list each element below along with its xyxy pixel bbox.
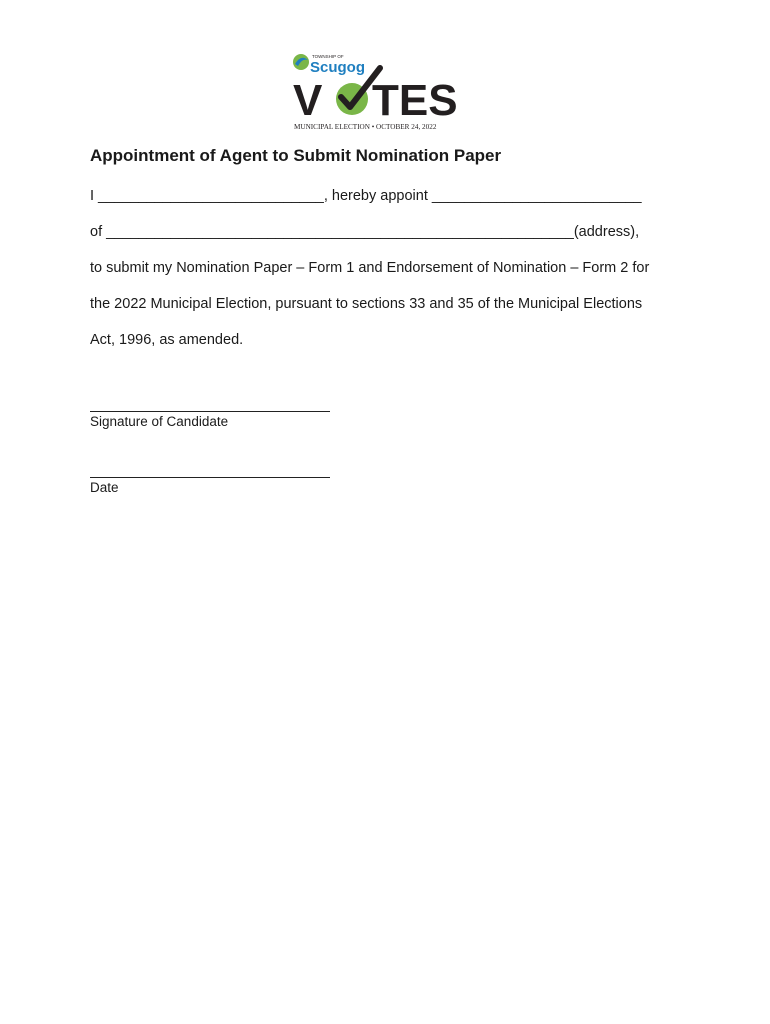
address-line: of __________________________________________________________(address),: [90, 224, 640, 240]
date-label: Date: [90, 480, 119, 495]
form-title: Appointment of Agent to Submit Nomination Paper: [90, 146, 502, 165]
body-text-line-1: to submit my Nomination Paper – Form 1 and Endorsement of Nomination – Form 2 for: [90, 260, 650, 276]
votes-letters-tes: TES: [372, 76, 458, 125]
township-label: TOWNSHIP OF: [312, 54, 344, 59]
date-line[interactable]: [90, 477, 330, 478]
scugog-votes-logo: [290, 50, 474, 134]
scugog-wordmark: Scugog: [310, 59, 365, 76]
body-text-line-3: Act, 1996, as amended.: [90, 332, 244, 348]
signature-label: Signature of Candidate: [90, 414, 229, 429]
scugog-emblem-icon: [293, 54, 309, 70]
signature-line[interactable]: [90, 411, 330, 412]
logo-graphic: [290, 50, 474, 134]
body-text-line-2: the 2022 Municipal Election, pursuant to sections 33 and 35 of the Municipal Elections: [90, 296, 643, 312]
appointer-line: I ____________________________, hereby appoint __________________________: [90, 188, 642, 204]
election-tagline: MUNICIPAL ELECTION • OCTOBER 24, 2022: [294, 123, 437, 131]
votes-letter-v: V: [293, 76, 323, 125]
